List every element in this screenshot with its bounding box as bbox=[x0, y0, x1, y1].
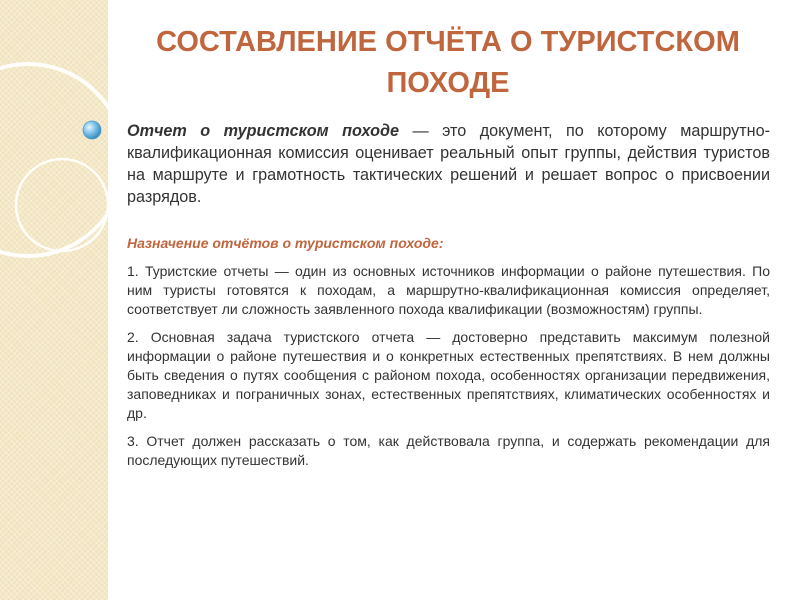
page-title: СОСТАВЛЕНИЕ ОТЧЁТА О ТУРИСТСКОМ ПОХОДЕ bbox=[156, 26, 740, 99]
purpose-heading: Назначение отчётов о туристском походе: bbox=[127, 235, 444, 251]
intro-text: — это документ, по которому маршрутно-квалификационная комиссия оценивает реальный опыт группы, действия туристов на маршруте и грамотность тактических решений и решает вопрос о присвоении разрядов. bbox=[127, 122, 770, 206]
list-item: 3. Отчет должен рассказать о том, как действовала группа, и содержать рекомендации для последующих путешествий. bbox=[127, 433, 770, 468]
intro-term: Отчет о туристском походе bbox=[127, 122, 399, 140]
decorative-left-band bbox=[0, 0, 108, 600]
list-item: 2. Основная задача туристского отчета — достоверно представить максимум полезной информации о районе путешествия и о конкретных естественных препятствиях. В нем должны быть сведения о путях сообщения с районом похода, особенностях организации передвижения, заповедниках и пограничных зонах, естественных препятствиях, климатических особенностях и др. bbox=[127, 329, 770, 421]
intro-paragraph bbox=[127, 120, 770, 208]
list-item: 1. Туристские отчеты — один из основных источников информации о районе путешествия. По ним туристы готовятся к походам, а маршрутно-квалификационная комиссия определяет, соответствует ли сложность заявленного похода квалификации (возможностям) группы. bbox=[127, 263, 770, 317]
content-body bbox=[127, 120, 770, 479]
